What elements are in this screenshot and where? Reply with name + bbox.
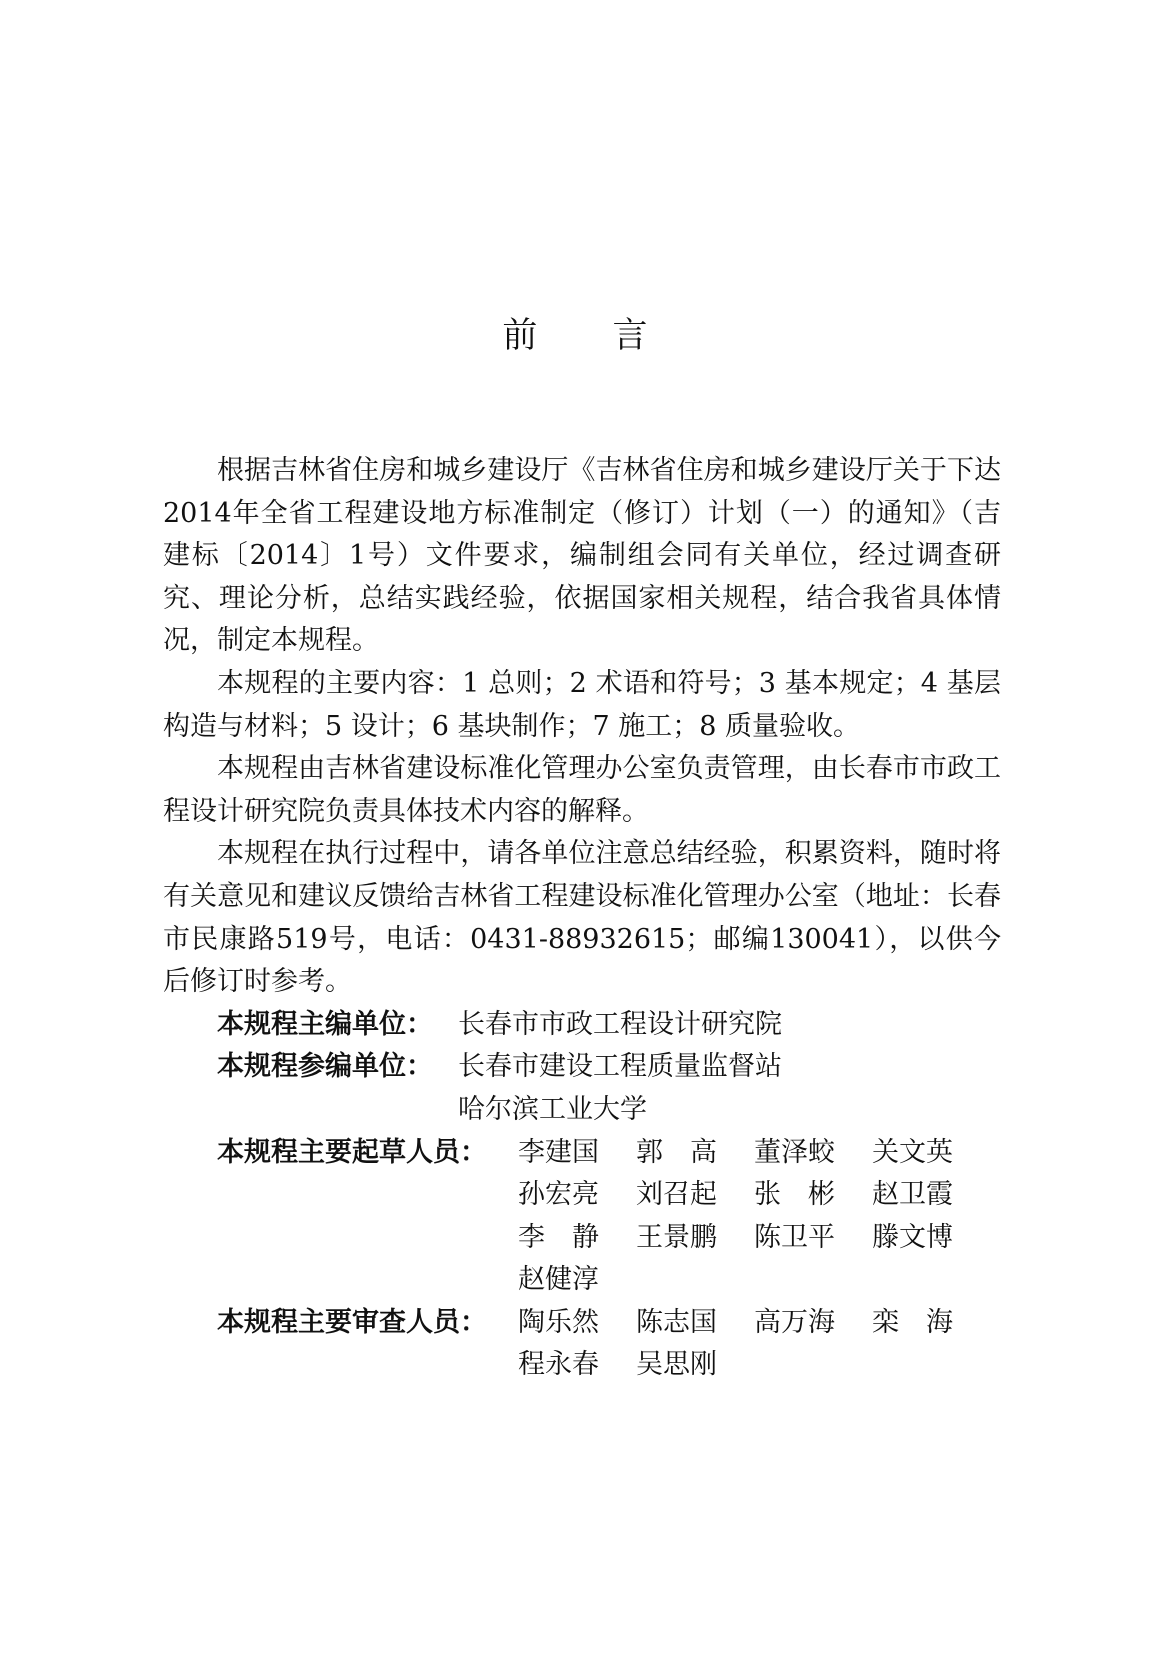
drafter-name: 陈卫平 [754,1221,835,1253]
drafter-name: 董泽蛟 [754,1136,835,1168]
drafter-name: 赵卫霞 [872,1179,953,1211]
drafters-row [163,1132,1001,1302]
chief-unit-name: 长春市市政工程设计研究院 [458,1008,782,1040]
paragraph-background: 根据吉林省住房和城乡建设厅《吉林省住房和城乡建设厅关于下达2014年全省工程建设地方标准制定（修订）计划（一）的通知》（吉建标〔2014〕1号）文件要求，编制组会同有关单位，经过调查研究、理论分析，总结实践经验，依据国家相关规程，结合我省具体情况，制定本规程。 [163,455,1001,657]
paragraph-feedback: 本规程在执行过程中，请各单位注意总结经验，积累资料，随时将有关意见和建议反馈给吉林省工程建设标准化管理办公室（地址：长春市民康路519号，电话：0431-88932615；邮编130041），以供今后修订时参考。 [163,838,1001,998]
participating-units-label: 本规程参编单位： [217,1051,433,1083]
drafter-name: 孙宏亮 [518,1179,599,1211]
reviewer-name: 吴思刚 [636,1349,717,1381]
chief-unit-row [163,1004,1001,1047]
drafters-label: 本规程主要起草人员： [217,1136,487,1168]
reviewer-name: 栾 海 [872,1306,953,1338]
reviewers-label: 本规程主要审查人员： [217,1306,487,1338]
drafter-name: 郭 高 [636,1136,717,1168]
participating-unit-name: 长春市建设工程质量监督站 [458,1051,782,1083]
reviewers-row [163,1302,1001,1387]
participating-units-row [163,1046,1001,1131]
reviewers-names [518,1302,990,1387]
drafter-name: 李 静 [518,1221,599,1253]
participating-unit-name: 哈尔滨工业大学 [458,1093,647,1125]
credits-section [163,1004,1001,1387]
drafter-name: 王景鹏 [636,1221,717,1253]
reviewer-name: 高万海 [754,1306,835,1338]
paragraph-management: 本规程由吉林省建设标准化管理办公室负责管理，由长春市市政工程设计研究院负责具体技术内容的解释。 [163,753,1001,827]
reviewer-name: 陈志国 [636,1306,717,1338]
drafters-names [518,1132,990,1302]
drafter-name: 滕文博 [872,1221,953,1253]
drafter-name: 李建国 [518,1136,599,1168]
chief-unit-label: 本规程主编单位： [217,1008,433,1040]
drafter-name: 关文英 [872,1136,953,1168]
drafter-name: 张 彬 [754,1179,835,1211]
preface-body [163,450,1001,1387]
page-title: 前 言 [502,316,680,356]
drafter-name: 刘召起 [636,1179,717,1211]
drafter-name: 赵健淳 [518,1264,599,1296]
paragraph-contents: 本规程的主要内容：1 总则；2 术语和符号；3 基本规定；4 基层构造与材料；5 设计；6 基块制作；7 施工；8 质量验收。 [163,667,1001,742]
reviewer-name: 陶乐然 [518,1306,599,1338]
reviewer-name: 程永春 [518,1349,599,1381]
